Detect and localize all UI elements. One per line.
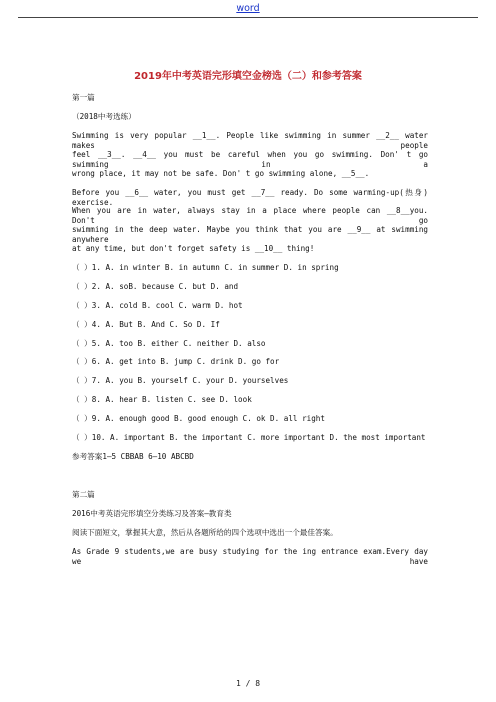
question-option: （ ）6. A. get into B. jump C. drink D. go for [72, 357, 280, 366]
question-option: （ ）1. A. in winter B. in autumn C. in summer D. in spring [72, 263, 339, 272]
passage-line: feel __3__. __4__ you must be careful when you go swimming. Don' t go swimming in a [72, 150, 428, 169]
section1-source: （2018中考选练） [72, 112, 136, 121]
question-option: （ ）10. A. important B. the important C. more important D. the most important [72, 433, 426, 442]
header-link[interactable]: word [236, 3, 260, 14]
section2-heading: 第二篇 [72, 490, 95, 499]
question-option: （ ）4. A. But B. And C. So D. If [72, 320, 220, 329]
question-option: （ ）7. A. you B. yourself C. your D. yourselves [72, 376, 289, 385]
question-option: （ ）2. A. soB. because C. but D. and [72, 282, 239, 291]
page-number: 1 / 8 [235, 679, 261, 688]
section1-heading: 第一篇 [72, 93, 95, 102]
header-divider [18, 17, 478, 18]
section2-instruction: 阅读下面短文，掌握其大意，然后从各题所给的四个选项中选出一个最佳答案。 [72, 528, 338, 537]
question-option: （ ）8. A. hear B. listen C. see D. look [72, 395, 252, 404]
passage-line: Before you __6__ water, you must get __7__ ready. Do some warming-up(热身) exercise. [72, 188, 428, 207]
question-option: （ ）5. A. too B. either C. neither D. also [72, 339, 266, 348]
question-option: （ ）9. A. enough good B. good enough C. ok D. all right [72, 414, 325, 423]
passage-line: As Grade 9 students,we are busy studying for the ing entrance exam.Every day we have [72, 547, 428, 566]
passage-line: When you are in water, always stay in a place where people can __8__you. Don't go [72, 206, 428, 225]
passage-line: Swimming is very popular __1__. People like swimming in summer __2__ water makes people [72, 131, 428, 150]
question-option: （ ）3. A. cold B. cool C. warm D. hot [72, 301, 243, 310]
answer-key: 参考答案1—5 CBBAB 6—10 ABCBD [72, 452, 194, 461]
passage-line: wrong place, it may not be safe. Don' t go swimming alone, __5__. [72, 169, 370, 178]
section2-source: 2016中考英语完形填空分类练习及答案—教育类 [72, 509, 232, 518]
passage-line: at any time, but don't forget safety is __10__ thing! [72, 244, 315, 253]
document-title: 2019年中考英语完形填空金榜选（二）和参考答案 [134, 71, 362, 82]
passage-line: swimming in the deep water. Maybe you think that you are __9__ at swimming anywhere [72, 225, 428, 244]
